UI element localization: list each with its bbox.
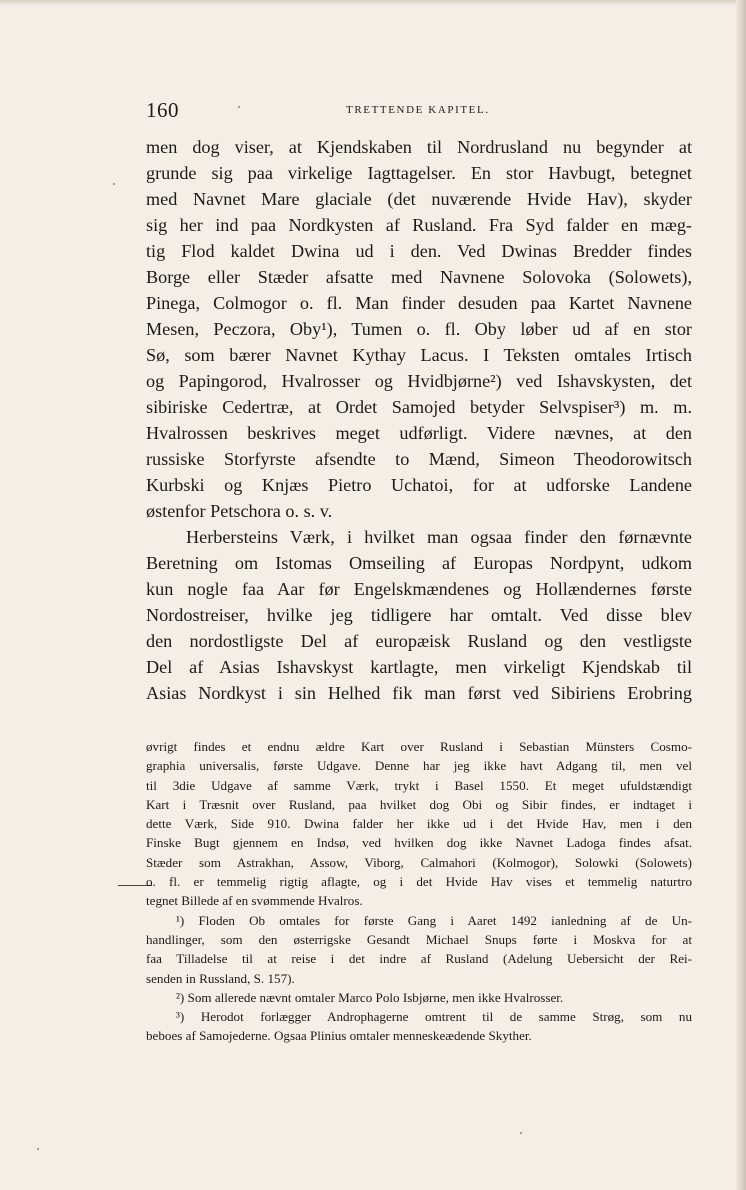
page-right-edge <box>736 0 746 1190</box>
body-line: Del af Asias Ishavskyst kartlagte, men virkeligt Kjendskab til <box>146 657 692 677</box>
footnote-line: øvrigt findes et endnu ældre Kart over Rusland i Sebastian Münsters Cosmo- <box>146 739 692 754</box>
body-line: Pinega, Colmogor o. fl. Man finder desuden paa Kartet Navnene <box>146 293 692 313</box>
footnote-2: ²) Som allerede nævnt omtaler Marco Polo Isbjørne, men ikke Hvalrosser. <box>176 989 564 1005</box>
footnote-line: Finske Bugt gjennem en Indsø, ved hvilken dog ikke Navnet Ladoga findes afsat. <box>146 835 692 851</box>
body-line: grunde sig paa virkelige Iagttagelser. En stor Havbugt, betegnet <box>146 163 692 183</box>
paper-speck <box>113 183 115 185</box>
body-line: sibiriske Cedertræ, at Ordet Samojed betyder Selvspiser³) m. m. <box>146 397 692 417</box>
footnote-line: o. fl. er temmelig rigtig aflagte, og i det Hvide Hav vises et temmelig naturtro <box>146 874 692 890</box>
body-line: Hvalrossen beskrives meget udførligt. Videre nævnes, at den <box>146 423 692 443</box>
footnote-line: til 3die Udgave af samme Værk, trykt i Basel 1550. Et meget ufuldstændigt <box>146 777 692 793</box>
footnote-1-start: ¹) Floden Ob omtales for første Gang i Aaret 1492 ianledning af de Un- <box>176 912 692 928</box>
body-line: med Navnet Mare glaciale (det nuværende Hvide Hav), skyder <box>146 189 692 209</box>
footnote-line: dette Værk, Side 910. Dwina falder her ikke ud i det Hvide Hav, men i den <box>146 816 692 832</box>
page-number: 160 <box>146 98 179 122</box>
body-line: Kurbski og Knjæs Pietro Uchatoi, for at udforske Landene <box>146 475 692 495</box>
footnote-line: Stæder som Astrakhan, Assow, Viborg, Calmahori (Kolmogor), Solowki (Solowets) <box>146 854 692 870</box>
body-line: den nordostligste Del af europæisk Rusland og den vestligste <box>146 631 692 651</box>
paper-speck <box>520 1132 522 1134</box>
body-line: og Papingorod, Hvalrosser og Hvidbjørne²) ved Ishavskysten, det <box>146 371 692 391</box>
footnote-line: tegnet Billede af en svømmende Hvalros. <box>146 893 363 909</box>
footnote-line: graphia universalis, første Udgave. Denne har jeg ikke havt Adgang til, men vel <box>146 758 692 774</box>
body-line: Nordostreiser, hvilke jeg tidligere har omtalt. Ved disse blev <box>146 605 692 625</box>
body-line: kun nogle faa Aar før Engelskmændenes og Hollændernes første <box>146 579 692 599</box>
running-header <box>146 98 692 122</box>
paper-speck <box>238 106 240 108</box>
footnote-line: senden in Russland, S. 157). <box>146 970 295 986</box>
body-line: russiske Storfyrste afsendte to Mænd, Simeon Theodorowitsch <box>146 449 692 469</box>
page-top-edge <box>0 0 746 6</box>
body-line: tig Flod kaldet Dwina ud i den. Ved Dwinas Bredder findes <box>146 241 692 261</box>
body-line: Beretning om Istomas Omseiling af Europas Nordpynt, udkom <box>146 553 692 573</box>
paper-speck <box>37 1148 39 1150</box>
body-line: men dog viser, at Kjendskaben til Nordrusland nu begynder at <box>146 137 692 157</box>
body-line: sig her ind paa Nordkysten af Rusland. Fra Syd falder en mæg- <box>146 215 692 235</box>
running-title: TRETTENDE KAPITEL. <box>346 104 490 116</box>
body-line: Asias Nordkyst i sin Helhed fik man først ved Sibiriens Erobring <box>146 683 692 703</box>
body-line: Mesen, Peczora, Oby¹), Tumen o. fl. Oby løber ud af en stor <box>146 319 692 339</box>
footnotes <box>146 737 692 1046</box>
body-line-paragraph-start: Herbersteins Værk, i hvilket man ogsaa finder den førnævnte <box>186 527 692 547</box>
body-line: Borge eller Stæder afsatte med Navnene Solovoka (Solowets), <box>146 267 692 287</box>
footnote-line: beboes af Samojederne. Ogsaa Plinius omtaler menneskeædende Skyther. <box>146 1028 532 1044</box>
footnote-line: Kart i Træsnit over Rusland, paa hvilket dog Obi og Sibir findes, er indtaget i <box>146 796 692 812</box>
footnote-line: faa Tilladelse til at reise i det indre af Rusland (Adelung Uebersicht der Rei- <box>146 951 692 967</box>
footnote-line: handlinger, som den østerrigske Gesandt Michael Snups førte i Moskva for at <box>146 931 692 947</box>
footnote-3-start: ³) Herodot forlægger Androphagerne omtrent til de samme Strøg, som nu <box>176 1009 692 1025</box>
body-line-paragraph-end: østenfor Petschora o. s. v. <box>146 501 333 521</box>
body-line: Sø, som bærer Navnet Kythay Lacus. I Teksten omtales Irtisch <box>146 345 692 365</box>
main-text <box>146 134 692 706</box>
